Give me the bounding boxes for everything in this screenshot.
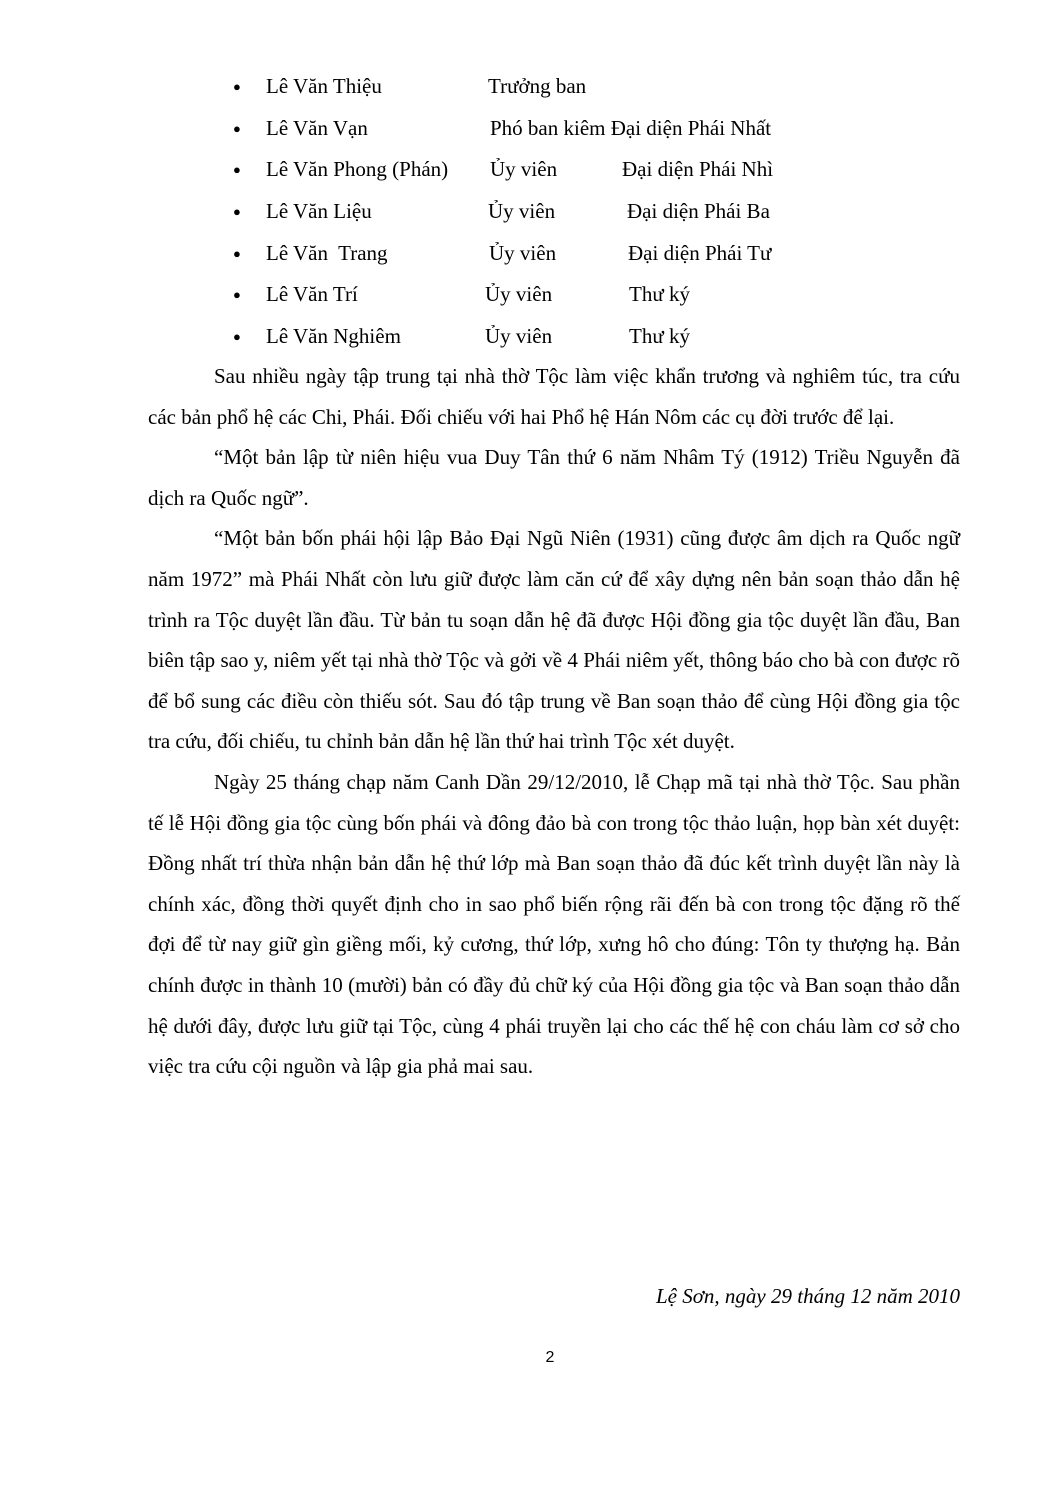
member-note: Đại diện Phái Ba	[627, 199, 770, 224]
place-date-line: Lệ Sơn, ngày 29 tháng 12 năm 2010	[655, 1284, 960, 1308]
list-item	[0, 66, 1061, 108]
list-item	[0, 233, 1061, 275]
bullet-icon: ●	[233, 162, 241, 178]
member-name: Lê Văn Liệu	[266, 199, 372, 224]
member-note: Thư ký	[629, 282, 690, 307]
bullet-icon: ●	[233, 329, 241, 345]
list-item	[0, 149, 1061, 191]
bullet-icon: ●	[233, 204, 241, 220]
list-item	[0, 274, 1061, 316]
member-role: Ủy viên	[489, 240, 557, 265]
paragraph: “Một bản bốn phái hội lập Bảo Đại Ngũ Niên (1931) cũng được âm dịch ra Quốc ngữ năm 1972” mà Phái Nhất còn lưu giữ được làm căn cứ để xây dựng nên bản soạn thảo dẫn hệ trình ra Tộc duyệt lần đầu. Từ bản tu soạn dẫn hệ đã được Hội đồng gia tộc duyệt lần đầu, Ban biên tập sao y, niêm yết tại nhà thờ Tộc và gởi về 4 Phái niêm yết, thông báo cho bà con được rõ để bổ sung các điều còn thiếu sót. Sau đó tập trung về Ban soạn thảo để cùng Hội đồng gia tộc tra cứu, đối chiếu, tu chỉnh bản dẫn hệ lần thứ hai trình Tộc xét duyệt.	[148, 526, 960, 754]
list-item	[0, 191, 1061, 233]
member-role: Ủy viên	[488, 199, 556, 224]
member-name: Lê Văn Trí	[266, 282, 358, 307]
bullet-icon: ●	[233, 287, 241, 303]
member-role: Ủy viên	[485, 324, 553, 349]
bullet-icon: ●	[233, 79, 241, 94]
member-note: Đại diện Phái Tư	[628, 240, 772, 265]
member-role: Ủy viên	[485, 282, 553, 307]
bullet-icon: ●	[233, 120, 241, 136]
bullet-icon: ●	[233, 245, 241, 261]
member-role: Ủy viên	[490, 157, 558, 182]
page-number: 2	[545, 1349, 555, 1366]
member-name: Lê Văn Nghiêm	[266, 324, 401, 349]
member-name: Lê Văn Vạn	[266, 115, 368, 140]
member-name: Lê Văn Thiệu	[266, 74, 382, 98]
member-name: Lê Văn Trang	[266, 240, 388, 265]
member-role: Phó ban kiêm Đại diện Phái Nhất	[490, 115, 772, 140]
member-note: Đại diện Phái Nhì	[622, 157, 774, 182]
member-role: Trưởng ban	[488, 74, 587, 98]
list-item	[0, 316, 1061, 358]
list-item	[0, 108, 1061, 150]
committee-member-list	[0, 66, 1061, 358]
member-note: Thư ký	[629, 324, 690, 349]
paragraph: “Một bản lập từ niên hiệu vua Duy Tân thứ 6 năm Nhâm Tý (1912) Triều Nguyễn đã dịch ra Quốc ngữ”.	[148, 445, 960, 510]
paragraph: Sau nhiều ngày tập trung tại nhà thờ Tộc làm việc khẩn trương và nghiêm túc, tra cứu các bản phổ hệ các Chi, Phái. Đối chiếu với hai Phổ hệ Hán Nôm các cụ đời trước để lại.	[148, 364, 960, 429]
member-name: Lê Văn Phong (Phán)	[266, 157, 449, 182]
paragraph: Ngày 25 tháng chạp năm Canh Dần 29/12/2010, lễ Chạp mã tại nhà thờ Tộc. Sau phần tế lễ Hội đồng gia tộc cùng bốn phái và đông đảo bà con trong tộc thảo luận, họp bàn xét duyệt: Đồng nhất trí thừa nhận bản dẫn hệ thứ lớp mà Ban soạn thảo đã đúc kết trình duyệt lần này là chính xác, đồng thời quyết định cho in sao phổ biến rộng rãi đến bà con trong tộc đặng rõ thế đợi để từ nay giữ gìn giềng mối, kỷ cương, thứ lớp, xưng hô cho đúng: Tôn ty thượng hạ. Bản chính được in thành 10 (mười) bản có đầy đủ chữ ký của Hội đồng gia tộc và Ban soạn thảo dẫn hệ dưới đây, được lưu giữ tại Tộc, cùng 4 phái truyền lại cho các thế hệ con cháu làm cơ sở cho việc tra cứu cội nguồn và lập gia phả mai sau.	[148, 769, 960, 1079]
body-text	[148, 356, 960, 1087]
